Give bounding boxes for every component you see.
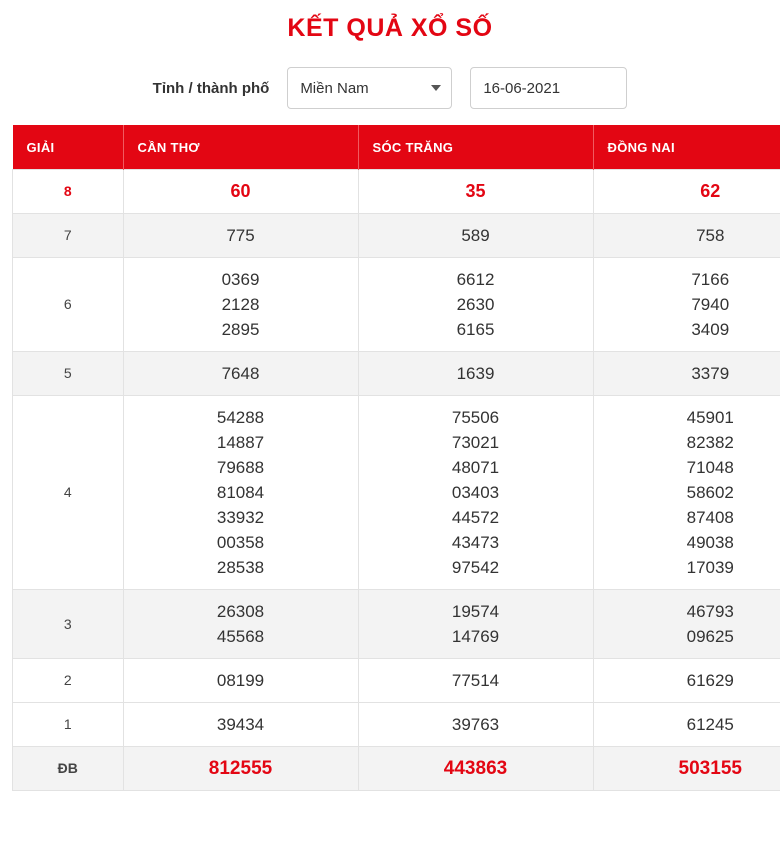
- province-select-wrapper[interactable]: [287, 67, 452, 109]
- table-row: [13, 396, 780, 590]
- result-number: 443863: [443, 758, 508, 779]
- result-number: 7648: [221, 364, 260, 383]
- result-number: 3379: [691, 364, 730, 383]
- table-row: [13, 352, 780, 396]
- prize-label-cell: 4: [13, 396, 124, 590]
- table-header-row: [13, 125, 780, 170]
- result-cell: [358, 590, 593, 659]
- result-number: 7166: [691, 270, 730, 289]
- result-number: 3409: [691, 320, 730, 339]
- result-number: 73021: [451, 433, 500, 452]
- prize-label-cell: 2: [13, 659, 124, 703]
- result-number: 589: [461, 226, 490, 245]
- result-cell: [123, 396, 358, 590]
- prize-label-cell: 3: [13, 590, 124, 659]
- province-label: Tỉnh / thành phố: [152, 79, 270, 97]
- table-row: [13, 747, 780, 791]
- prize-label-cell: 6: [13, 258, 124, 352]
- result-number: 08199: [216, 671, 265, 690]
- column-header-city-2: SÓC TRĂNG: [358, 125, 593, 170]
- result-cell: [593, 258, 780, 352]
- result-number: 44572: [451, 508, 500, 527]
- result-number: 26308: [216, 602, 265, 621]
- result-number: 77514: [451, 671, 500, 690]
- result-cell: [593, 747, 780, 791]
- result-cell: [358, 396, 593, 590]
- result-number: 39434: [216, 715, 265, 734]
- result-cell: [358, 170, 593, 214]
- result-number: 62: [700, 181, 721, 201]
- result-cell: [123, 659, 358, 703]
- result-number: 48071: [451, 458, 500, 477]
- result-number: 33932: [216, 508, 265, 527]
- result-number: 14769: [451, 627, 500, 646]
- result-cell: [123, 590, 358, 659]
- table-row: [13, 214, 780, 258]
- result-cell: [358, 214, 593, 258]
- result-number: 6612: [456, 270, 495, 289]
- result-cell: [593, 396, 780, 590]
- result-cell: [358, 747, 593, 791]
- result-number: 2630: [456, 295, 495, 314]
- prize-label-cell: 8: [13, 170, 124, 214]
- result-number: 14887: [216, 433, 265, 452]
- result-number: 1639: [456, 364, 495, 383]
- result-number: 17039: [686, 558, 734, 577]
- province-select[interactable]: [287, 67, 452, 109]
- result-cell: [593, 352, 780, 396]
- result-cell: [593, 214, 780, 258]
- result-number: 45901: [686, 408, 734, 427]
- result-number: 0369: [221, 270, 260, 289]
- result-cell: [593, 170, 780, 214]
- result-number: 812555: [208, 758, 273, 779]
- result-number: 82382: [686, 433, 734, 452]
- result-cell: [358, 352, 593, 396]
- result-number: 61629: [686, 671, 734, 690]
- result-number: 46793: [686, 602, 734, 621]
- table-row: [13, 590, 780, 659]
- results-table-body: [13, 170, 780, 791]
- results-table-head: [13, 125, 780, 170]
- result-number: 97542: [451, 558, 500, 577]
- result-cell: [123, 352, 358, 396]
- result-cell: [593, 659, 780, 703]
- results-table: [12, 125, 780, 791]
- result-number: 43473: [451, 533, 500, 552]
- result-number: 6165: [456, 320, 495, 339]
- page-title: KẾT QUẢ XỔ SỐ: [287, 14, 493, 42]
- result-cell: [123, 214, 358, 258]
- result-cell: [358, 659, 593, 703]
- result-cell: [593, 590, 780, 659]
- result-number: 81084: [216, 483, 265, 502]
- prize-label-cell: 7: [13, 214, 124, 258]
- result-number: 7940: [691, 295, 730, 314]
- result-number: 60: [230, 181, 251, 201]
- result-number: 19574: [451, 602, 500, 621]
- result-number: 87408: [686, 508, 734, 527]
- table-row: [13, 170, 780, 214]
- table-row: [13, 258, 780, 352]
- result-number: 775: [226, 226, 255, 245]
- result-number: 00358: [216, 533, 265, 552]
- result-cell: [358, 703, 593, 747]
- prize-label-cell: 5: [13, 352, 124, 396]
- result-cell: [123, 170, 358, 214]
- result-number: 79688: [216, 458, 265, 477]
- result-number: 54288: [216, 408, 265, 427]
- prize-label-cell: ĐB: [13, 747, 124, 791]
- date-input[interactable]: [470, 67, 627, 109]
- result-number: 35: [465, 181, 486, 201]
- result-number: 71048: [686, 458, 734, 477]
- column-header-city-3: ĐỒNG NAI: [593, 125, 780, 170]
- result-number: 28538: [216, 558, 265, 577]
- result-number: 58602: [686, 483, 734, 502]
- prize-label-cell: 1: [13, 703, 124, 747]
- result-number: 49038: [686, 533, 734, 552]
- result-cell: [358, 258, 593, 352]
- result-cell: [123, 258, 358, 352]
- column-header-city-1: CẦN THƠ: [123, 125, 358, 170]
- result-number: 09625: [686, 627, 734, 646]
- result-number: 39763: [451, 715, 500, 734]
- result-number: 45568: [216, 627, 265, 646]
- result-cell: [123, 703, 358, 747]
- result-number: 2128: [221, 295, 260, 314]
- result-number: 61245: [686, 715, 734, 734]
- result-number: 2895: [221, 320, 260, 339]
- result-cell: [123, 747, 358, 791]
- filter-controls: [0, 53, 780, 125]
- table-row: [13, 659, 780, 703]
- table-row: [13, 703, 780, 747]
- result-number: 75506: [451, 408, 500, 427]
- result-number: 03403: [451, 483, 500, 502]
- result-cell: [593, 703, 780, 747]
- result-number: 758: [696, 226, 725, 245]
- result-number: 503155: [678, 758, 742, 779]
- column-header-prize: GIẢI: [13, 125, 124, 170]
